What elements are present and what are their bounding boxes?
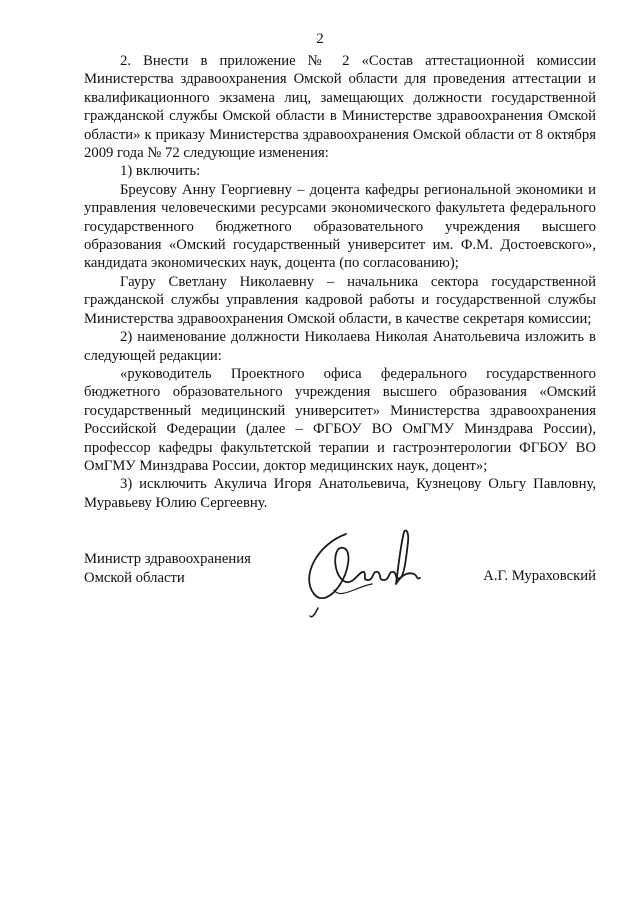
paragraph-include: 1) включить: [120,163,201,180]
signature-icon [288,520,438,620]
paragraph-item-2: 2. Внести в приложение № 2 «Состав аттестационной комиссии Министерства здравоохранения Омской области для проведения аттестации и квалификационного экзамена лиц, замещающих должности государственной гражданской службы Омской области в Министерстве здравоохранения Омской области» к приказу Министерства здравоохранения Омской области от 8 октября 2009 года № 72 следующие изменения: [84,53,596,162]
paragraph-new-position: «руководитель Проектного офиса федерального государственного бюджетного образовательного учреждения высшего образования «Омский государственный медицинский университет» Министерства здравоохранения Российской Федерации (далее – ФГБОУ ВО ОмГМУ Минздрава России), профессор кафедры факультетской терапии и гастроэнтерологии ФГБОУ ВО ОмГМУ Минздрава России, доктор медицинских наук, доцент»; [84,365,596,474]
paragraph-gaura: Гауру Светлану Николаевну – начальника сектора государственной гражданской службы управления кадровой работы и государственной службы Министерства здравоохранения Омской области, в качестве секретаря комиссии; [84,273,596,327]
signatory-title-line2: Омской области [84,570,185,586]
page-number: 2 [316,31,324,47]
paragraph-exclude: 3) исключить Акулича Игоря Анатольевича, Кузнецову Ольгу Павловну, Муравьеву Юлию Сергеевну. [84,476,596,511]
document-body [84,52,596,512]
signatory-title-line1: Министр здравоохранения [84,551,251,567]
paragraph-nikolaev: 2) наименование должности Николаева Николая Анатольевича изложить в следующей редакции: [84,329,596,364]
paragraph-breusova: Бреусову Анну Георгиевну – доцента кафедры региональной экономики и управления человеческими ресурсами экономического факультета федерального государственного бюджетного образовательного учреждения высшего образования «Омский государственный университет им. Ф.М. Достоевского», кандидата экономических наук, доцента (по согласованию); [84,181,596,272]
signatory-title [84,550,251,588]
signatory-name: А.Г. Мураховский [483,568,596,584]
